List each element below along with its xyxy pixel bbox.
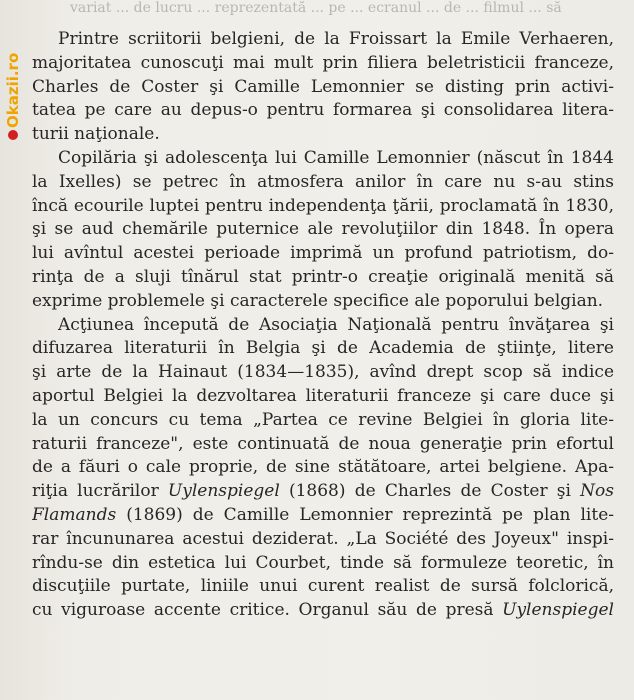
text-line: rinţa de a sluji tînărul stat printr-o creaţie originală menită să — [32, 266, 614, 287]
text-line: raturii franceze", este continuată de noua generaţie prin efortul — [32, 433, 614, 454]
text-line: discuţiile purtate, liniile unui curent realist de sursă folclorică, — [32, 576, 614, 597]
text-line: exprime problemele şi caracterele specifice ale poporului belgian. — [32, 290, 604, 311]
text-line: la Ixelles) se petrec în atmosfera anilor în care nu s-au stins — [32, 171, 614, 192]
text-run: (1869) de Camille Lemonnier reprezintă pe plan lite- — [116, 504, 614, 525]
text-line: rar încununarea acestui deziderat. „La Société des Joyeux" inspi- — [32, 528, 614, 549]
text-line: şi se aud chemările puternice ale revoluţiilor din 1848. În opera — [32, 219, 614, 240]
book-title-flamands: Flamands — [32, 504, 117, 525]
text-line: majoritatea cunoscuţi mai mult prin filiera beletristicii franceze, — [32, 52, 614, 73]
okazii-watermark — [2, 18, 24, 128]
bleed-through-header: variat ... de lucru ... reprezentată ... pe ... ecranul ... de ... filmul ... să — [70, 0, 562, 16]
text-line: de a făuri o cale proprie, de sine stătătoare, artei belgiene. Apa- — [32, 457, 614, 478]
book-title-uylenspiegel: Uylenspiegel — [167, 481, 280, 502]
body-text — [32, 28, 614, 623]
text-run: cu viguroase accente critice. Organul său de presă — [32, 600, 503, 621]
watermark-text: Okazii.ro — [4, 52, 22, 128]
text-line — [32, 599, 614, 623]
text-run: riţia lucrărilor — [32, 481, 168, 502]
text-line: Copilăria şi adolescenţa lui Camille Lemonnier (născut în 1844 — [58, 147, 614, 168]
text-line: la un concurs cu tema „Partea ce revine Belgiei în gloria lite- — [32, 409, 614, 430]
text-line: Acţiunea începută de Asociaţia Naţională pentru învăţarea şi — [58, 314, 614, 335]
text-line: încă ecourile luptei pentru independenţa ţării, proclamată în 1830, — [32, 195, 614, 216]
text-line: difuzarea literaturii în Belgia şi de Academia de ştiinţe, litere — [32, 338, 614, 359]
text-line: Printre scriitorii belgieni, de la Froissart la Emile Verhaeren, — [58, 29, 614, 49]
text-line: tatea pe care au depus-o pentru formarea şi consolidarea litera- — [32, 100, 614, 121]
journal-title-uylenspiegel: Uylenspiegel — [502, 600, 614, 621]
text-line: Charles de Coster şi Camille Lemonnier se disting prin activi- — [32, 76, 614, 97]
book-title-nos: Nos — [580, 481, 614, 502]
text-line: rîndu-se din estetica lui Courbet, tinde să formuleze teoretic, în — [32, 552, 614, 573]
text-line: lui avîntul acestei perioade imprimă un profund patriotism, do- — [32, 243, 614, 264]
text-line — [32, 504, 614, 528]
text-run: (1868) de Charles de Coster şi — [279, 481, 581, 502]
text-line: turii naţionale. — [32, 124, 160, 145]
watermark-dot-icon — [8, 130, 18, 140]
text-line: aportul Belgiei la dezvoltarea literaturii franceze şi care duce şi — [32, 385, 614, 406]
text-line: şi arte de la Hainaut (1834—1835), avînd drept scop să indice — [32, 362, 614, 383]
text-line — [32, 480, 614, 504]
